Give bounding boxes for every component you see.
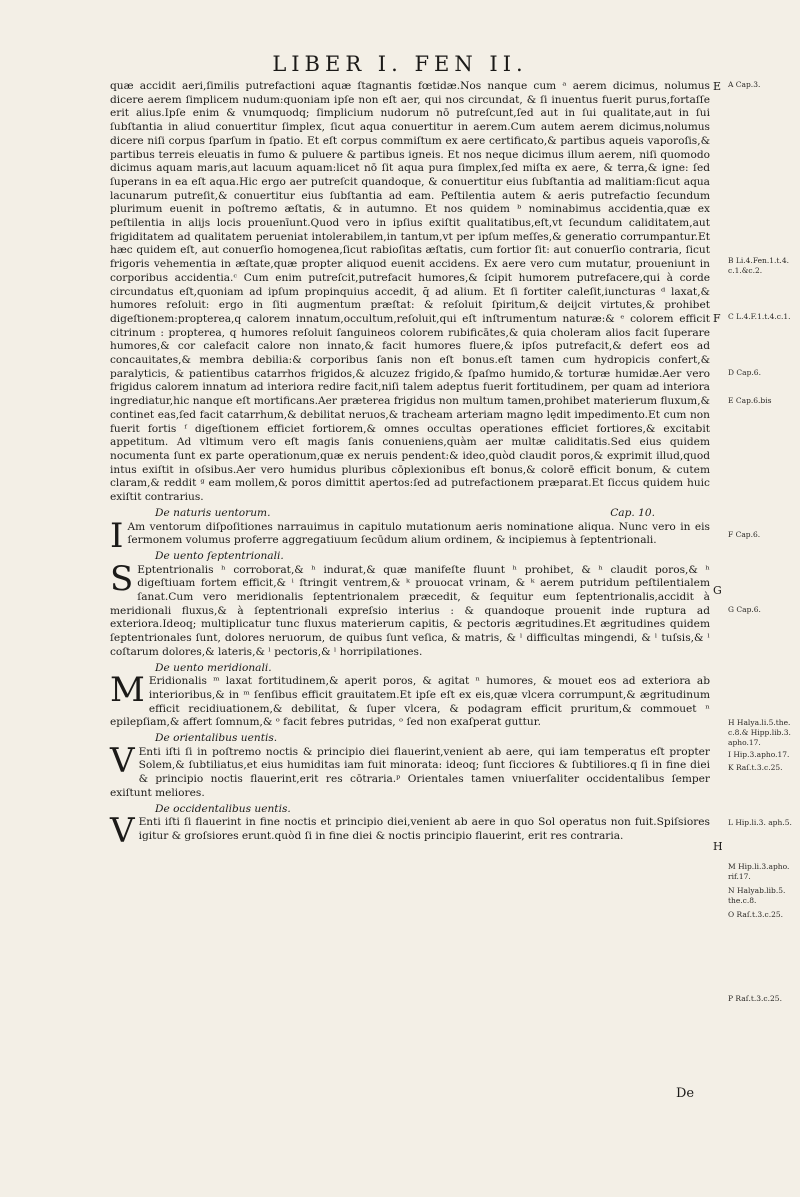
section-letter: H <box>713 840 723 853</box>
drop-cap: M <box>110 670 145 711</box>
section-letter: F <box>713 312 721 325</box>
section-meridionali <box>110 662 710 731</box>
section-text: I Am ventorum diſpoſitiones narrauimus in capitulo mutationum aeris nominatione aliqua. Nunc vero in eis ſermonem volumus proferre aggregatiuum ſecūdum alium ordinem, & incipiemus à ſeptentrionali. <box>110 515 710 556</box>
section-text: S Eptentrionalis ʰ corroborat,& ʰ indurat,& quæ manifeſte fluunt ʰ prohibet, & ʰ claudit poros,& ʰ digeſtiuam fortem efficit,& ⁱ ſtringit ventrem,& ᵏ prouocat vrinam, & ᵏ aerem putridum peſtilentialem ſanat.Cum vero meridionalis ſeptentrionalem præcedit, & ſequitur eum ſeptentrionalis,accidit à meridionali fluxus,& à ſeptentrionali expreſsio interius : & quandoque prouenit inde ruptura ad exteriora.Ideoq; multiplicatur tunc fluxus materierum capitis, & pectoris ægritudines.Et ægritudines quidem ſeptentrionales ſunt, dolores neruorum, de quibus ſunt veſica, & matris, & ˡ difficultas mingendi, & ˡ tuſsis,& ˡ coſtarum dolores,& lateris,& ˡ pectoris,& ˡ horripilationes. <box>110 558 710 658</box>
section-title: De uento meridionali. <box>155 661 272 674</box>
section-occidentalibus <box>110 802 710 852</box>
section-text: V Enti iſti ſi in poſtremo noctis & principio diei flauerint,venient ab aere, qui iam temperatus eſt propter Solem,& ſubtiliatus,et eius humiditas iam fuit minorata: ideoq; ſunt ſicciores & ſubtiliores.q ſi in fine diei & principio noctis flauerint,erit res cōtraria.ᵖ Orientales tamen vniuerſaliter occidentalibus ſemper exiſtunt meliores. <box>110 740 710 799</box>
drop-cap: V <box>110 740 135 781</box>
margin-note: A Cap.3. <box>728 80 761 89</box>
section-text: M Eridionalis ᵐ laxat fortitudinem,& aperit poros, & agitat ⁿ humores, & mouet eos ad exteriora ab interioribus,& in ᵐ ſenſibus efficit grauitatem.Et ipſe eſt ex eis,quæ vlcera corrumpunt,& ægritudinum efficit recidiuationem,& debilitat, & ſuper vlcera, & podagram efficit pruritum,& commouet ⁿ epilepſiam,& affert ſomnum,& ᵒ facit febres putridas, ᵒ ſed non exaſperat guttur. <box>110 670 710 729</box>
section-title: De occidentalibus uentis. <box>155 802 291 815</box>
margin-note: O Raſ.t.3.c.25. <box>728 910 784 919</box>
section-orientalibus <box>110 732 710 801</box>
margin-note: H Halya.li.5.the. c.8.& Hipp.lib.3. apho.17. <box>728 718 791 747</box>
drop-cap: S <box>110 558 134 599</box>
margin-note: N Halyab.lib.5. the.c.8. <box>728 886 786 905</box>
margin-note: K Raſ.t.3.c.25. <box>728 763 783 772</box>
margin-note: E Cap.6.bis <box>728 396 772 405</box>
margin-note: I Hip.3.apho.17. <box>728 750 790 759</box>
margin-note: B Li.4.Fen.1.t.4. c.1.&c.2. <box>728 256 789 275</box>
section-septentrionali <box>110 550 710 660</box>
running-header: LIBER I. FEN II. <box>272 52 528 76</box>
chapter-number: Cap. 10. <box>610 506 655 519</box>
margin-note: P Raſ.t.3.c.25. <box>728 994 782 1003</box>
margin-note: D Cap.6. <box>728 368 761 377</box>
margin-note: C L.4.F.1.t.4.c.1. <box>728 312 791 321</box>
paragraph: quæ accidit aeri,ſimilis putrefactioni aquæ ſtagnantis fœtidæ.Nos nanque cum ᵃ aerem dicimus, nolumus dicere aerem ſimplicem nudum:quoniam ipſe non eſt aer, qui nos circundat, & ſi inuentus fuerit purus,fortaſſe erit alius.Ipſe enim & vnumquodq; ſimplicium nudorum nō putreſcunt,ſed aut in ſui qualitate,aut in ſui ſubſtantia in aliud conuertitur ſimplex, ſicut aqua conuertitur in aerem.Cum autem aerem dicimus,nolumus dicere niſi corpus ſparſum in ſpatio. Et eſt corpus commiſtum ex aere certificato,& partibus aqueis vaporoſis,& partibus terreis eleuatis in fumo & puluere & partibus igneis. Et nos neque dicimus illum aerem, niſi quomodo dicimus aquam maris,aut lacuum aquam:licet nō ſit aqua pura ſimplex,ſed miſta ex aere, & terra,& igne: ſed ſuperans in ea eſt aqua.Hic ergo aer putreſcit quandoque, & conuertitur eius ſubſtantia ad malitiam:ſicut aqua lacunarum putreſit,& conuertitur eius ſubſtantia ad eam. Peſtilentia autem & aeris putrefactio ſecundum plurimum euenit in poſtremo æſtatis, & in autumno. Et nos quidem ᵇ nominabimus accidentia,quæ ex peſtilentia in alijs locis prouenīunt.Quod vero in ipſius exiſtit qualitatibus,eſt,vt ſecundum caliditatem,aut frigiditatem ad qualitatem perueniat intolerabilem,in tantum,vt per ipſum meſſes,& generatio corrumpantur.Et hæc quidem eſt, aut conuerſio homogenea,ſicut rabioſitas æſtatis, cum fortior ſit: aut conuerſio contraria, ſicut frigoris vehementia in æſtate,quæ propter aliquod euenit accidens. Ex aere vero cum mutatur, proueniunt in corporibus accidentia.ᶜ Cum enim putreſcit,putrefacit humores,& ſcipit humorem putrefacere,qui à corde circundatus eſt,quoniam ad ipſum propinquius accedit, q̄ ad alium. Et ſi fortiter caleſit,iuncturas ᵈ laxat,& humores reſoluit: ergo in ſiti augmentum præſtat: & reſoluit ſpiritum,& deijcit virtutes,& prohibet digeſtionem:propterea,q calorem innatum,occultum,reſoluit,qui eſt inſtrumentum naturæ:& ᵉ colorem efficit citrinum : propterea, q humores reſoluit ſanguineos colorem rubificātes,& quia choleram alios facit ſuperare humores,& cor calefacit calore non innato,& facit humores fluere,& ipſos putrefacit,& defert eos ad concauitates,& membra debilia:& corporibus ſanis non eſt bonus.eſt tamen cum hydropicis confert,& paralyticis, & patientibus catarrhos frigidos,& alcuzez frigido,& ſpaſmo humido,& torturæ humidæ.Aer vero frigidus calorem innatum ad interiora redire facit,niſi talem adeptus fuerit fortitudinem, per quam ad interiora ingrediatur,hic nanque eſt mortificans.Aer præterea frigidus non multum tamen,prohibet materierum fluxum,& continet eas,ſed facit catarrhum,& debilitat neruos,& tracheam arteriam magno lędit impedimento.Et cum non fuerit fortis ᶠ digeſtionem efficiet fortiorem,& omnes occultas operationes efficiet fortiores,& excitabit appetitum. Ad vltimum vero eſt magis ſanis conueniens,quàm aer multæ caliditatis.Sed eius quidem nocumenta ſunt ex parte operationum,quæ ex neruis pendent:& ideo,quòd claudit poros,& exprimit illud,quod intus exiſtit in oſsibus.Aer vero humidus pluribus cōplexionibus eſt bonus,& colorē efficit bonum, & cutem claram,& reddit ᵍ eam mollem,& poros dimittit apertos:ſed ad putrefactionem præparat.Et ſiccus quidem huic exiſtit contrarius. <box>110 80 710 504</box>
margin-note: L Hip.li.3. aph.5. <box>728 818 792 827</box>
margin-note: F Cap.6. <box>728 530 761 539</box>
drop-cap: V <box>110 811 135 852</box>
section-title: De naturis uentorum. Cap. 10. <box>155 506 655 519</box>
section-letter: E <box>713 80 722 93</box>
margin-note: G Cap.6. <box>728 605 761 614</box>
catchword: De <box>676 1086 695 1101</box>
section-text: V Enti iſti ſi flauerint in fine noctis et principio diei,venient ab aere in quo Sol operatus non fuit.Spiſsiores igitur & groſsiores erunt.quòd ſi in fine diei & noctis principio flauerint, erit res contraria. <box>110 811 710 852</box>
body-text <box>110 80 710 852</box>
section-letter: G <box>713 584 722 597</box>
drop-cap: I <box>110 515 124 556</box>
section-title: De orientalibus uentis. <box>155 732 278 745</box>
section-title: De uento ſeptentrionali. <box>155 549 284 562</box>
margin-note: M Hip.li.3.apho. rif.17. <box>728 862 790 881</box>
